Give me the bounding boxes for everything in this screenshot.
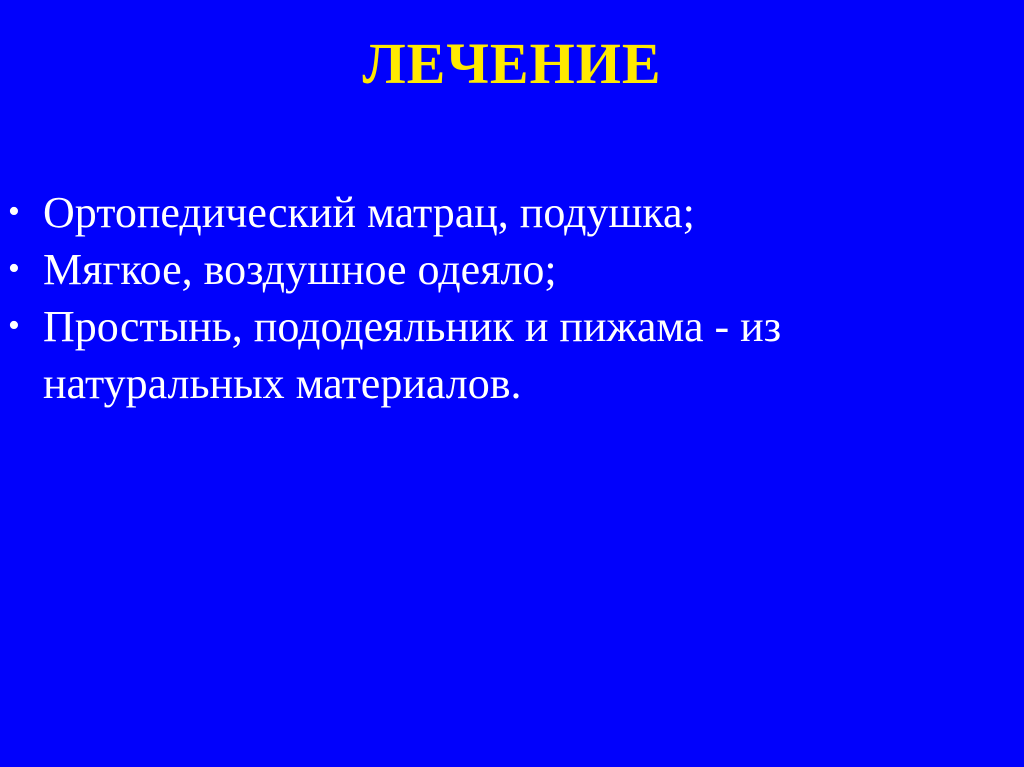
bullet-item <box>0 298 860 412</box>
bullet-list <box>0 184 860 412</box>
bullet-item <box>0 241 860 298</box>
bullet-text: Простынь, пододеяльник и пижама - из натуральных материалов. <box>43 302 782 408</box>
bullet-text: Ортопедический матрац, подушка; <box>43 188 695 237</box>
bullet-text: Мягкое, воздушное одеяло; <box>43 245 557 294</box>
slide-title: ЛЕЧЕНИЕ <box>362 31 662 96</box>
bullet-icon: • <box>8 193 20 230</box>
bullet-item <box>0 184 860 241</box>
bullet-icon: • <box>8 307 20 344</box>
bullet-icon: • <box>8 250 20 287</box>
